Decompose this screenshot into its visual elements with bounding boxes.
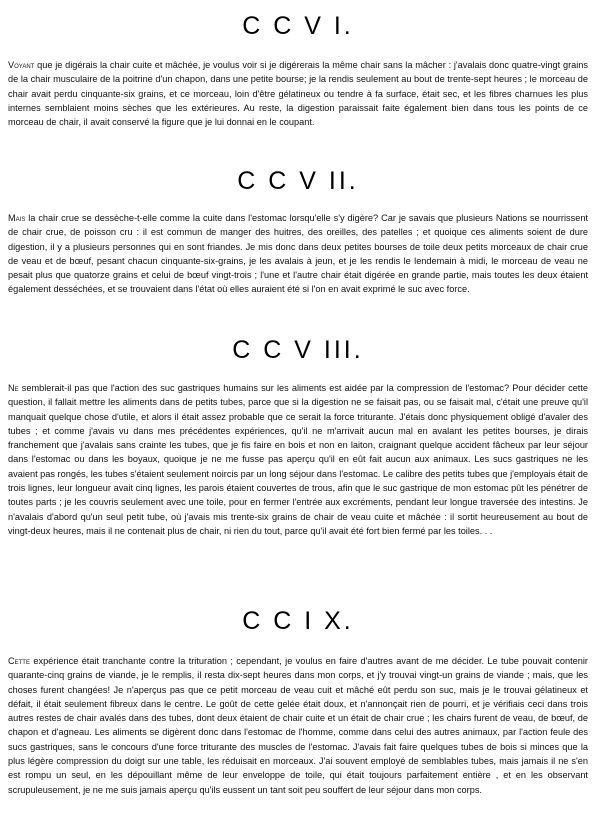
paragraph-body: la chair crue se dessèche-t-elle comme la cuite dans l'estomac lorsqu'elle s'y digère? Car je savais que plusieurs Nations se nourrissent de chair crue, de poisson cru : il est commun de manger des huitres, des oreilles, des patelles ; et quoique ces aliments soient de dure digestion, il y a plusieurs personnes qui en sont friandes. Je mis donc dans deux petites bourses de toile deux petits morceaux de chair crue de veau et de bœuf, pesant chacun cinquante-six-grains, je les avalais à jeun, et je les rendis le lendemain à midi, le morceau de veau ne pesait plus que quatorze grains et celui de bœuf vingt-trois ; l'une et l'autre chair était digérée en grande partie, mais toutes les deux étaient également desséchées, et se trouvaient dans l'état où elles auraient été si l'on en avait exprimé le suc avec force. (8, 213, 588, 295)
section-paragraph-ccviii (8, 381, 588, 538)
paragraph-lead-word: Voyant (8, 60, 35, 70)
paragraph-body: que je digérais la chair cuite et mâchée, je voulus voir si je digérerais la même chair sans la mâcher : j'avalais donc quatre-vingt grains de la chair musculaire de la poitrine d'un chapon, dans une petite bourse; je la rendis seulement au bout de trente-sept heures ; le morceau de chair avait perdu cinquante-six grains, et ce morceau, loin d'être gélatineux ou tendre à fa surface, était sec, et les fibres charnues les plus internes semblaient moins sèches que les extérieures. Au reste, la digestion paraissait faite également bien dans tous les points de ce morceau de chair, il avait conservé la figure que je lui donnai en le coupant. (8, 60, 588, 128)
section-heading-ccix: C C I X. (242, 607, 354, 635)
paragraph-lead-word: Cette (8, 656, 30, 666)
paragraph-lead-word: Ne (8, 383, 19, 393)
paragraph-lead-word: Mais (8, 213, 26, 223)
section-heading-ccviii: C C V III. (232, 336, 364, 364)
section-paragraph-ccvii (8, 211, 588, 297)
paragraph-body: semblerait-il pas que l'action des suc gastriques humains sur les aliments est aidée par la compression de l'estomac? Pour décider cette question, il fallait mettre les aliments dans de petits tubes, parce que si la digestion ne se faisait pas, ou se faisait mal, c'était une preuve qu'il manquait quelque chose d'utile, et alors il était assez probable que ce serait la force triturante. J'étais donc physiquement obligé d'avaler des tubes ; et comme j'avais vu dans mes précédentes expériences, qu'il ne m'arrivait aucun mal en avalant les petites bourses, je dirais franchement que j'avalais sans crainte les tubes, que je fis faire en bois et non en laiton, craignant quelque accident fâcheux par leur séjour dans l'estomac ou dans les boyaux, quoique je ne me fusse pas aperçu qu'il en eût fait aucun aux animaux. Les sucs gastriques ne les avaient pas rongés, les tubes s'étaient seulement noircis par un long séjour dans l'estomac. Le calibre des petits tubes que j'employais était de trois lignes, leur longueur avait cinq lignes, les parois étaient couvertes de trous, afin que le suc gastrique de mon estomac pût les pénétrer de toutes parts ; je les couvris seulement avec une toile, pour en fermer l'entrée aux excréments, pendant leur longue traversée des intestins. Je n'avalais d'abord qu'un seul petit tube, où j'avais mis trente-six grains de chair de veau cuite et mâchée : il sortit heureusement au bout de vingt-deux heures, mais il ne contenait plus de chair, ni rien du tout, parce qu'il avait été fort bien fermé par les toiles. . . (8, 383, 588, 536)
section-paragraph-ccvi (8, 58, 588, 129)
section-heading-ccvii: C C V II. (237, 167, 359, 195)
section-paragraph-ccix (8, 654, 588, 797)
section-heading-ccvi: C C V I. (242, 12, 354, 40)
paragraph-body: expérience était tranchante contre la trituration ; cependant, je voulus en faire d'autres avant de me décider. Le tube pouvait contenir quarante-cinq grains de viande, je le remplis, il resta dix-sept heures dans mon corps, et j'y trouvai vingt-un grains de viande ; mais, que les choses furent changées! Je n'aperçus pas que ce petit morceau de veau cuit et mâché eût perdu son suc, mais je le trouvai gélatineux et défait, il était seulement fibreux dans le centre. Le goût de cette gelée était doux, et n'annonçait rien de pourri, et je vérifiais ceci dans trois autres restes de chair avalés dans des tubes, dont deux étaient de chair cuite et un était de chair crue ; les chairs furent de veau, de bœuf, de chapon et d'agneau. Les aliments se digèrent donc dans l'estomac de l'homme, comme dans celui des autres animaux, par l'action feule des sucs gastriques, sans le concours d'une force triturante des muscles de l'estomac. J'avais fait faire quelques tubes de bois si minces que la plus légère compression du doigt sur une table, les réduisait en morceaux. J'ai souvent employé de semblables tubes, mais jamais il ne s'en est rompu un seul, en les dépouillant même de leur enveloppe de toile, qui était toujours parfaitement entière , et en les observant scrupuleusement, je ne me suis jamais aperçu qu'ils eussent un tant soit peu souffert de leur séjour dans mon corps. (8, 656, 588, 795)
